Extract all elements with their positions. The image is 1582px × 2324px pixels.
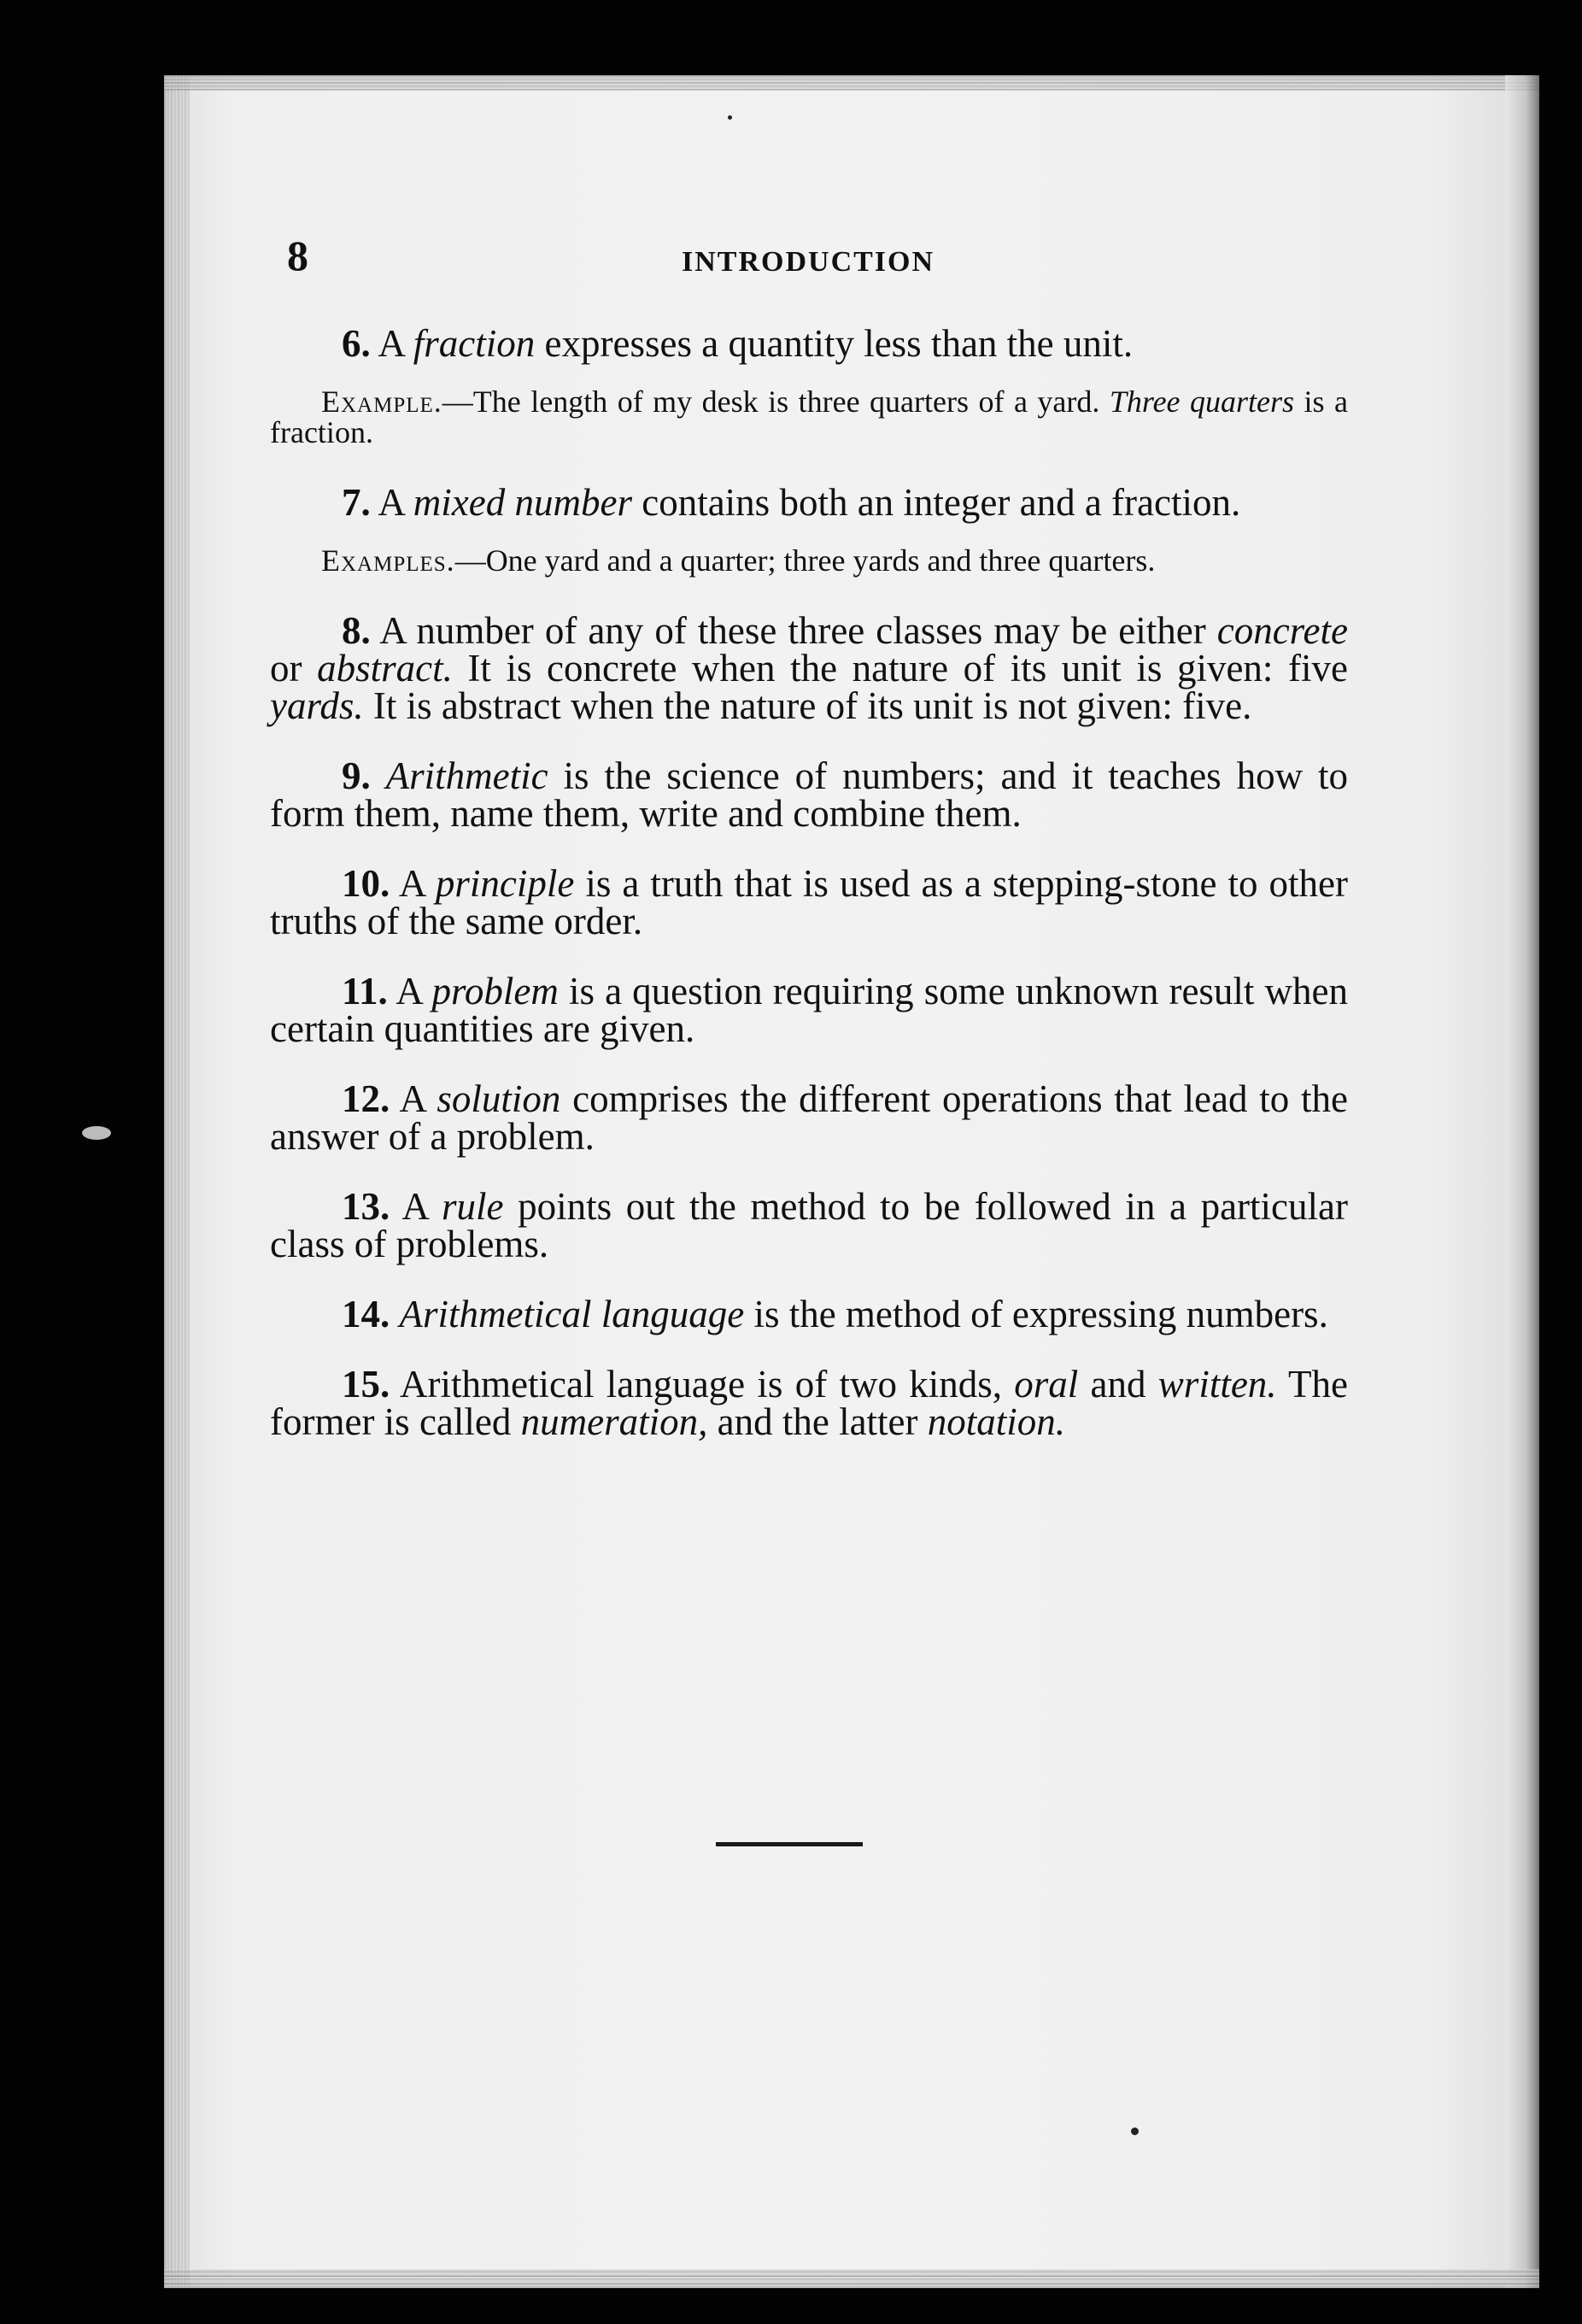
definition-9 (270, 754, 1349, 835)
text-run: comprises the different operations that lead to the answer of a problem. (270, 1077, 1348, 1158)
defined-term: rule (442, 1185, 504, 1228)
text-run: and (1078, 1363, 1158, 1406)
text-run: is a truth that is used as a stepping-stone to other truths of the same order. (270, 862, 1348, 942)
definition-10 (270, 862, 1348, 942)
definition-13 (270, 1185, 1348, 1265)
text-run: is a question requiring some unknown result when certain quantities are given. (270, 970, 1349, 1050)
page-edge-bottom (164, 2269, 1539, 2288)
paragraph-number: 15. (342, 1363, 390, 1406)
example-7 (270, 545, 1348, 576)
text-run: —One yard and a quarter; three yards and three quarters. (454, 543, 1156, 578)
page-edge-top (164, 75, 1539, 91)
text-run: A (399, 1077, 437, 1120)
example-label: Example. (321, 384, 442, 419)
text-run: A number of any of these three classes may be either (379, 609, 1217, 652)
defined-term: abstract. (317, 647, 453, 690)
defined-term: solution (437, 1077, 561, 1120)
text-run: is the science of numbers; and it teaches how to form them, name them, write and combine them. (270, 754, 1349, 835)
defined-term: principle (435, 862, 575, 905)
defined-term: numeration, (520, 1400, 708, 1443)
text-run: A (378, 481, 413, 524)
text-run: expresses a quantity less than the unit. (535, 322, 1134, 365)
defined-term: mixed number (413, 481, 632, 524)
text-run: A (401, 1185, 442, 1228)
scan-speck (1131, 2127, 1139, 2135)
text-run: A (378, 322, 413, 365)
text-run: points out the method to be followed in a particular class of problems. (270, 1185, 1348, 1265)
text-run: It is concrete when the nature of its unit is given: five (452, 647, 1348, 690)
page-edge-left (164, 75, 190, 2288)
page-title: INTRODUCTION (682, 246, 935, 278)
text-run: and the latter (707, 1400, 928, 1443)
paragraph-number: 10. (342, 862, 390, 905)
text-run: —The length of my desk is three quarters of a yard. (442, 384, 1110, 419)
defined-term: concrete (1216, 609, 1348, 652)
paragraph-number: 13. (342, 1185, 390, 1228)
definition-8 (270, 609, 1348, 727)
defined-term: fraction (413, 322, 536, 365)
paragraph-number: 11. (342, 970, 388, 1012)
paragraph-number: 14. (342, 1293, 390, 1335)
text-run: The former is called (270, 1363, 1348, 1443)
defined-term: Arithmetical language (399, 1293, 745, 1335)
definition-6 (270, 322, 1348, 365)
page-edge-right (1505, 75, 1539, 2288)
text-run: It is abstract when the nature of its unit is not given: five. (363, 684, 1252, 727)
defined-term: oral (1014, 1363, 1079, 1406)
definition-15 (270, 1365, 1348, 1441)
definition-14 (270, 1295, 1348, 1333)
example-6 (270, 386, 1348, 448)
running-head (287, 231, 1346, 282)
paragraph-number: 6. (342, 322, 371, 365)
page-body (270, 322, 1349, 1473)
scan-speck (82, 1126, 111, 1140)
text-run: is the method of expressing numbers. (744, 1293, 1328, 1335)
defined-term: written. (1157, 1363, 1277, 1406)
text-run: Arithmetical language is of two kinds, (400, 1363, 1015, 1406)
text-run: contains both an integer and a fraction. (631, 481, 1241, 524)
defined-term: problem (431, 970, 559, 1012)
paragraph-number: 7. (342, 481, 371, 524)
paragraph-number: 12. (342, 1077, 390, 1120)
example-label: Examples. (321, 543, 455, 578)
definition-7 (270, 481, 1348, 524)
closing-rule (716, 1842, 863, 1846)
text-run: A (396, 970, 432, 1012)
italic-phrase: yards. (270, 684, 364, 727)
defined-term: notation. (927, 1400, 1066, 1443)
text-run: or (270, 647, 318, 690)
definition-11 (270, 972, 1348, 1048)
page-number: 8 (287, 232, 308, 279)
definition-12 (270, 1077, 1348, 1158)
defined-term: Arithmetic (385, 754, 548, 797)
scan-speck (728, 115, 732, 120)
paragraph-number: 8. (342, 609, 371, 652)
text-run: is a fraction. (270, 384, 1348, 449)
paragraph-number: 9. (342, 754, 371, 797)
text-run: A (398, 862, 436, 905)
italic-phrase: Three quarters (1109, 384, 1295, 419)
